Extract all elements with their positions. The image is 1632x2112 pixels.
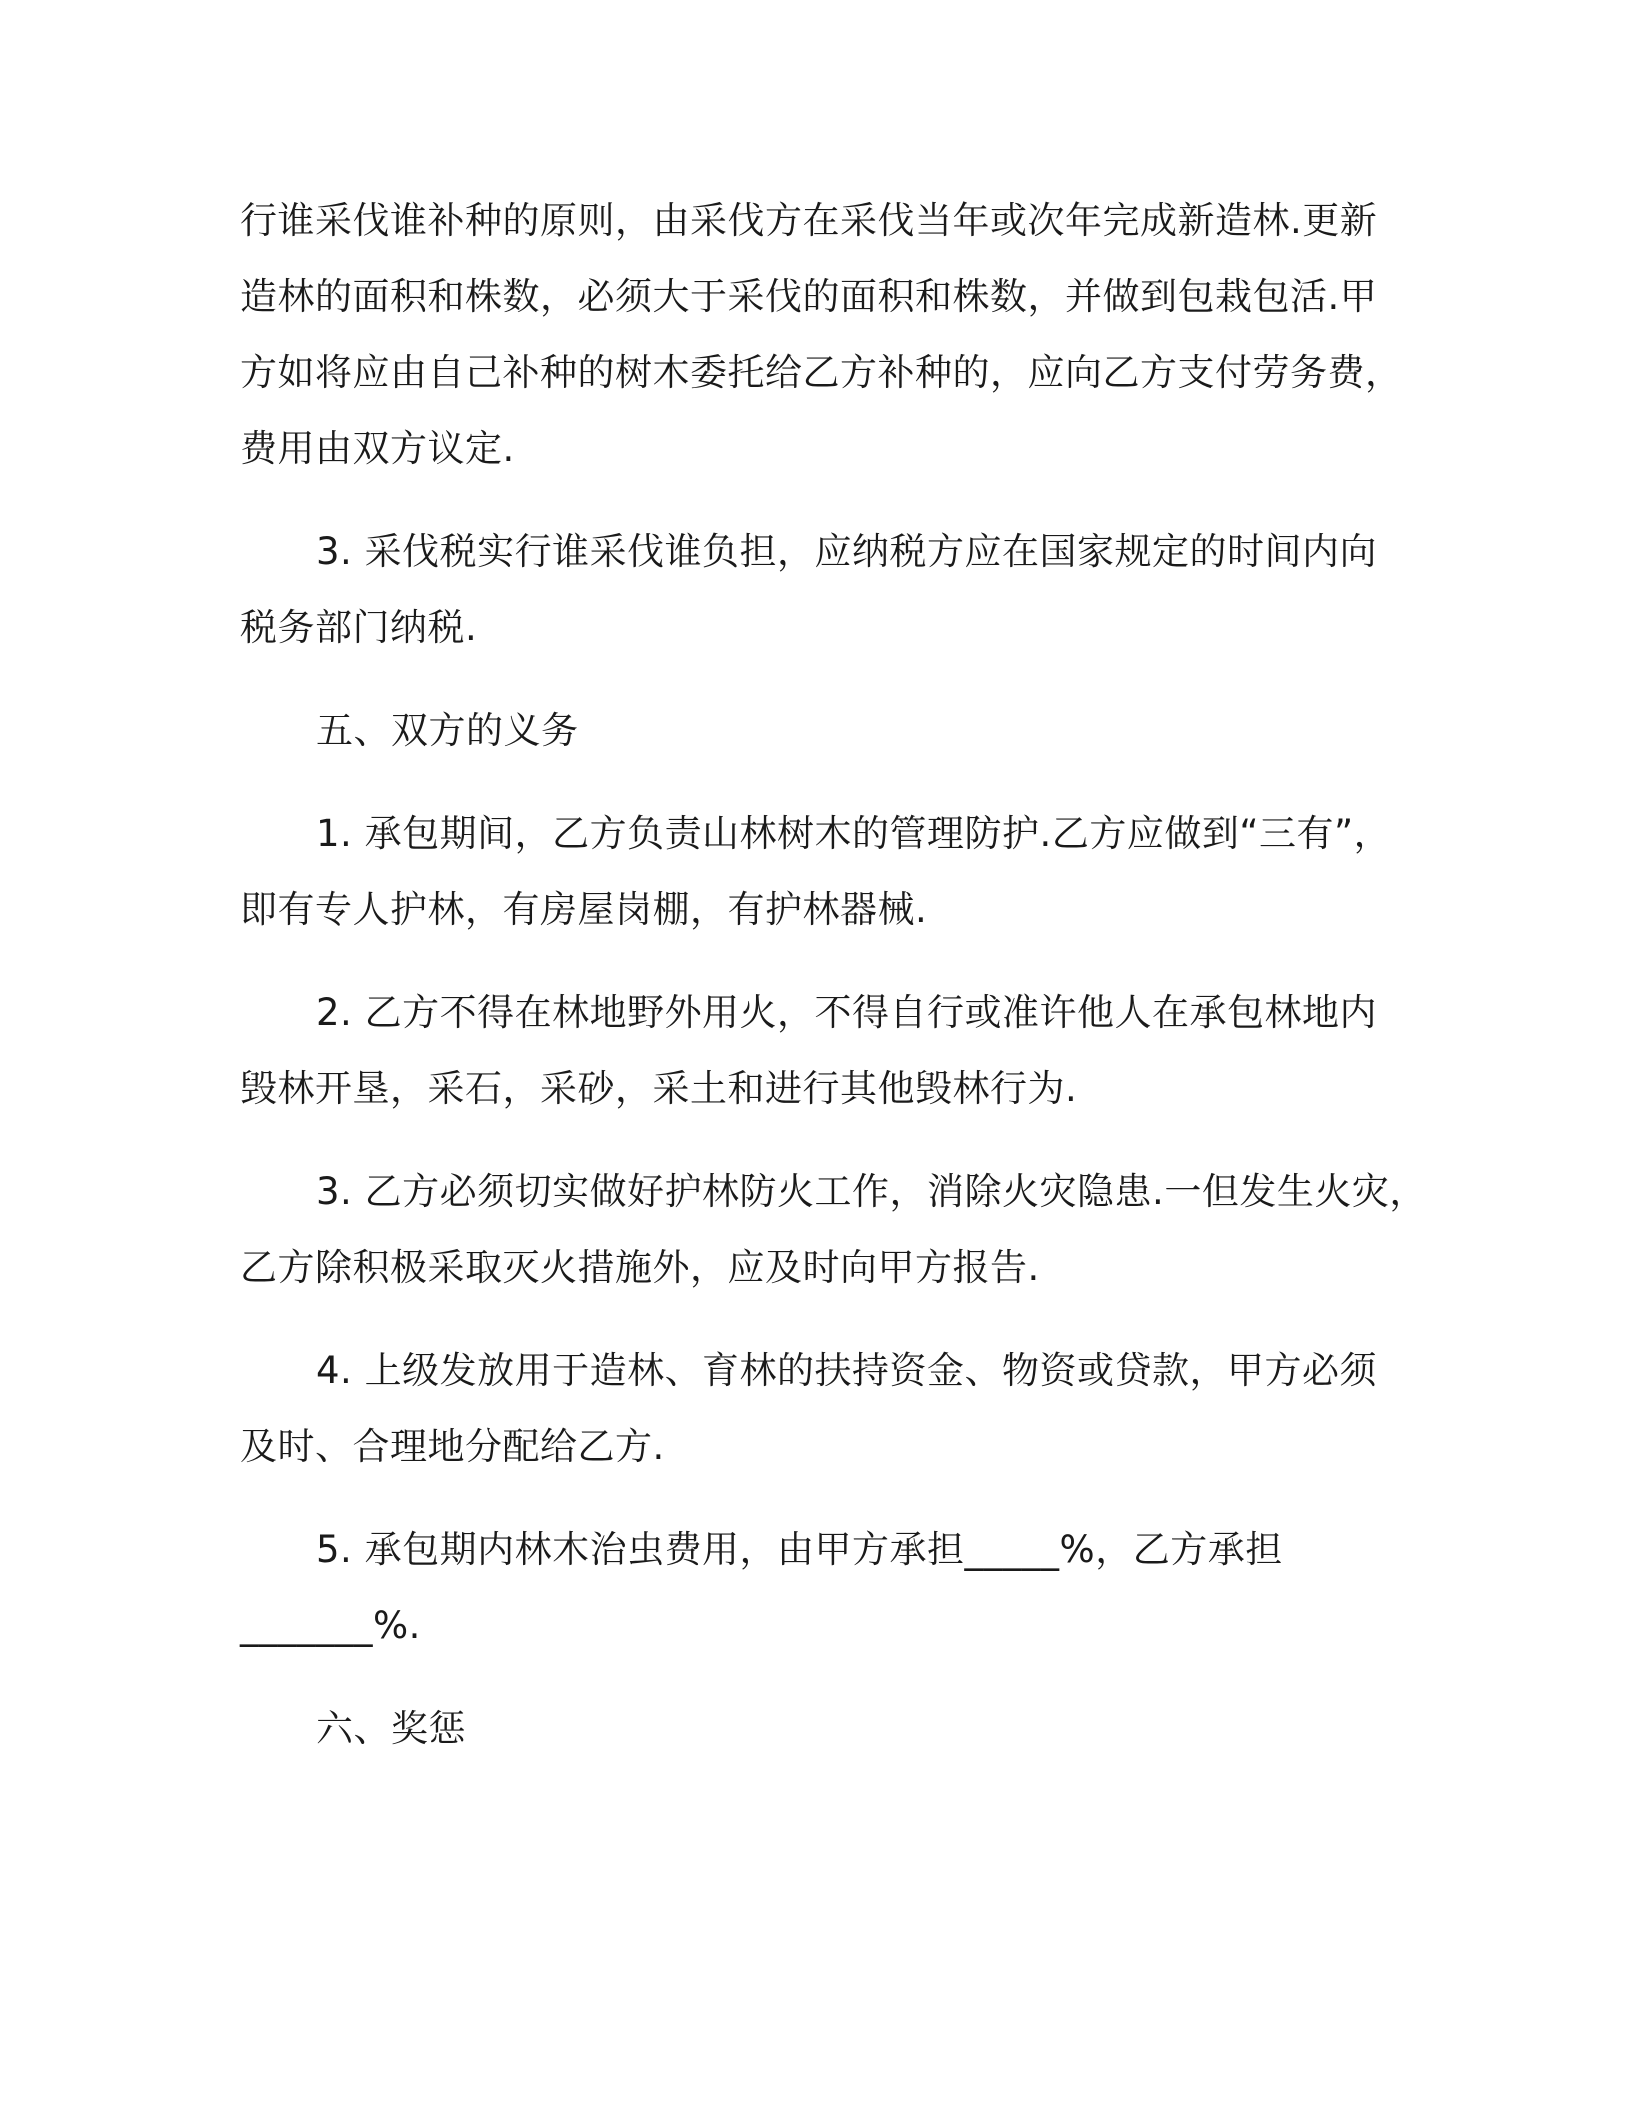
- paragraph-line: 3. 乙方必须切实做好护林防火工作，消除火灾隐患.一但发生火灾，: [316, 1170, 1427, 1213]
- paragraph-line: 2. 乙方不得在林地野外用火，不得自行或准许他人在承包林地内: [316, 991, 1378, 1034]
- paragraph-line: 乙方除积极采取灭火措施外，应及时向甲方报告.: [240, 1246, 1040, 1289]
- paragraph-line: 方如将应由自己补种的树木委托给乙方补种的，应向乙方支付劳务费，: [240, 351, 1403, 394]
- paragraph-line: _______%.: [240, 1604, 421, 1647]
- paragraph-line: 税务部门纳税.: [240, 606, 478, 649]
- paragraph-line: 4. 上级发放用于造林、育林的扶持资金、物资或贷款，甲方必须: [316, 1349, 1378, 1392]
- paragraph-line: 行谁采伐谁补种的原则，由采伐方在采伐当年或次年完成新造林.更新: [240, 199, 1378, 242]
- paragraph-line: 及时、合理地分配给乙方.: [240, 1425, 665, 1468]
- paragraph-line: 5. 承包期内林木治虫费用，由甲方承担_____%，乙方承担: [316, 1528, 1283, 1571]
- section-heading: 五、双方的义务: [316, 709, 579, 752]
- paragraph-line: 3. 采伐税实行谁采伐谁负担，应纳税方应在国家规定的时间内向: [316, 530, 1378, 573]
- paragraph-line: 造林的面积和株数，必须大于采伐的面积和株数，并做到包栽包活.甲: [240, 275, 1378, 318]
- section-heading: 六、奖惩: [316, 1707, 466, 1750]
- paragraph-line: 1. 承包期间，乙方负责山林树木的管理防护.乙方应做到“三有”，: [316, 812, 1392, 855]
- paragraph-line: 即有专人护林，有房屋岗棚，有护林器械.: [240, 888, 928, 931]
- paragraph-line: 费用由双方议定.: [240, 427, 515, 470]
- paragraph-line: 毁林开垦，采石，采砂，采土和进行其他毁林行为.: [240, 1067, 1078, 1110]
